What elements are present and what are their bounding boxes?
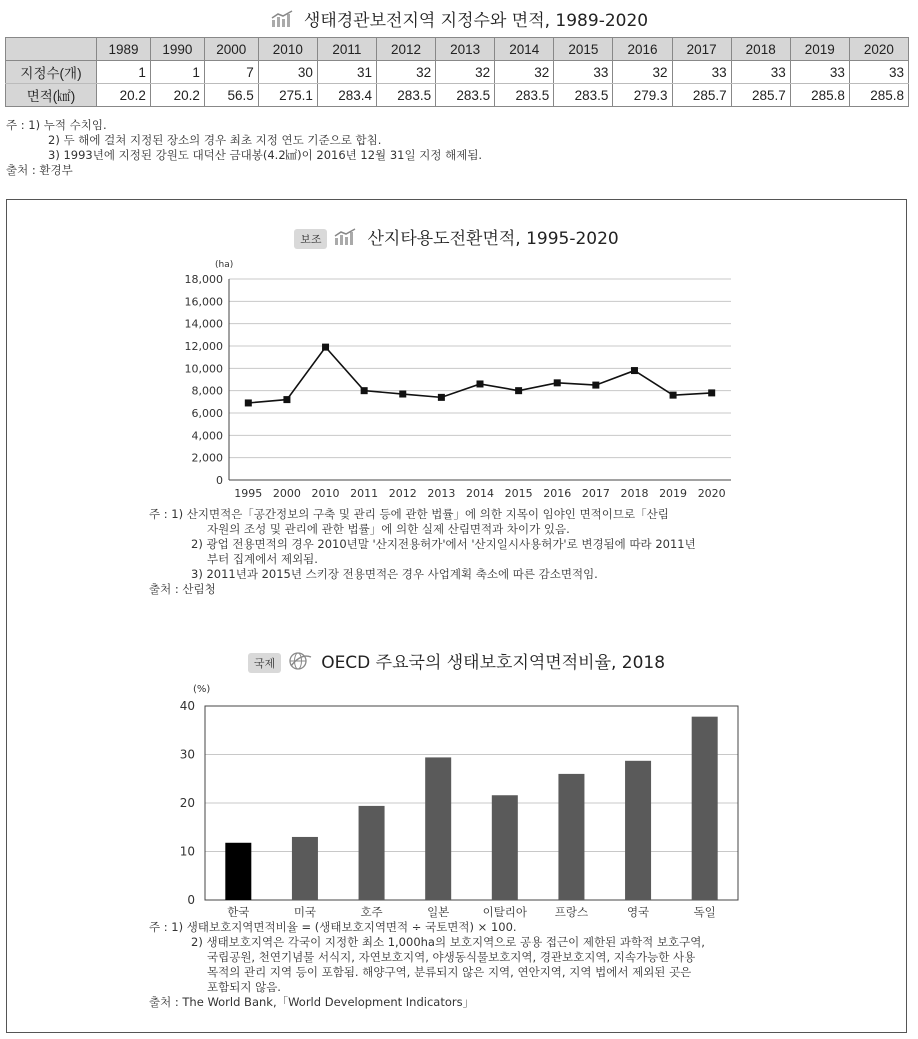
y-tick-label: 30 <box>179 747 195 762</box>
line-chart-title <box>7 224 906 251</box>
data-point <box>322 344 329 351</box>
note-line: 2) 광업 전용면적의 경우 2010년말 '산지전용허가'에서 '산지일시사용허가'로 변경됨에 따라 2011년 <box>191 537 696 551</box>
x-tick-label: 2000 <box>272 487 301 500</box>
source-line: 출처 : 환경부 <box>6 163 73 177</box>
year-header: 2012 <box>376 38 435 61</box>
y-tick-label: 16,000 <box>184 295 223 309</box>
table-cell: 7 <box>204 61 258 84</box>
year-header: 1990 <box>150 38 204 61</box>
table-cell: 1 <box>97 61 151 84</box>
note-line: 국립공원, 천연기념물 서식지, 자연보호지역, 야생동식물보호지역, 경관보호지역, 지속가능한 사용 <box>207 950 696 964</box>
table-header-row <box>6 38 909 61</box>
table-cell: 20.2 <box>97 84 151 107</box>
source-line: 출처 : The World Bank,「World Development Indicators」 <box>149 995 475 1009</box>
table-cell: 285.7 <box>731 84 790 107</box>
table-cell: 33 <box>554 61 613 84</box>
year-header: 2011 <box>317 38 376 61</box>
x-tick-label: 2014 <box>466 487 494 500</box>
data-point <box>670 392 677 399</box>
y-tick-label: 40 <box>179 699 195 713</box>
x-tick-label: 1995 <box>234 487 263 500</box>
table-title <box>0 6 918 33</box>
data-point <box>477 380 484 387</box>
bar-chart <box>7 678 906 918</box>
data-point <box>592 382 599 389</box>
table-cell: 283.5 <box>436 84 495 107</box>
y-tick-label: 4,000 <box>191 429 223 443</box>
data-point <box>438 394 445 401</box>
globe-icon <box>287 651 313 676</box>
table-cell: 1 <box>150 61 204 84</box>
note-line: 포함되지 않음. <box>207 980 281 994</box>
bar <box>292 837 318 900</box>
table-cell: 283.4 <box>317 84 376 107</box>
year-header: 2000 <box>204 38 258 61</box>
table-cell: 32 <box>613 61 672 84</box>
x-tick-label: 프랑스 <box>554 905 589 918</box>
bar <box>692 717 718 900</box>
note-line: 2) 두 해에 걸쳐 지정된 장소의 경우 최초 지정 연도 기준으로 합침. <box>48 133 382 147</box>
table-corner-cell <box>6 38 97 61</box>
data-point <box>631 367 638 374</box>
series-line <box>248 347 711 403</box>
tag-badge: 보조 <box>294 229 327 249</box>
x-tick-label: 호주 <box>360 905 383 918</box>
bar-chart-title-text: OECD 주요국의 생태보호지역면적비율, 2018 <box>321 653 666 673</box>
table-row <box>6 84 909 107</box>
bar-chart-icon <box>270 10 296 33</box>
y-tick-label: 20 <box>179 796 195 810</box>
table-cell: 30 <box>258 61 317 84</box>
data-point <box>515 387 522 394</box>
y-tick-label: 10,000 <box>184 362 223 376</box>
y-tick-label: 14,000 <box>184 317 223 331</box>
bar-chart-icon <box>333 228 359 251</box>
year-header: 2010 <box>258 38 317 61</box>
bar <box>558 774 584 900</box>
year-header: 2016 <box>613 38 672 61</box>
table-title-text: 생태경관보전지역 지정수와 면적, 1989-2020 <box>303 11 649 31</box>
note-line: 3) 1993년에 지정된 강원도 대덕산 금대봉(4.2㎢)이 2016년 12월 31일 지정 해제됨. <box>48 148 483 162</box>
table-cell: 32 <box>436 61 495 84</box>
y-unit-label: (%) <box>193 684 211 695</box>
line-chart <box>7 255 906 505</box>
x-tick-label: 2018 <box>620 487 649 500</box>
year-header: 1989 <box>97 38 151 61</box>
table-cell: 20.2 <box>150 84 204 107</box>
note-line: 2) 생태보호지역은 각국이 지정한 최소 1,000ha의 보호지역으로 공용 접근이 제한된 과학적 보호구역, <box>191 935 705 949</box>
x-tick-label: 독일 <box>693 905 716 918</box>
figure-box <box>6 199 907 1033</box>
year-header: 2014 <box>495 38 554 61</box>
x-tick-label: 2016 <box>543 487 572 500</box>
table-cell: 285.7 <box>672 84 731 107</box>
year-header: 2013 <box>436 38 495 61</box>
note-line: 주 : 1) 산지면적은「공간정보의 구축 및 관리 등에 관한 법률」에 의한 지목이 임야인 면적이므로「산림 <box>149 507 669 521</box>
x-tick-label: 2011 <box>350 487 379 500</box>
table-cell: 31 <box>317 61 376 84</box>
table-cell: 33 <box>731 61 790 84</box>
table-cell: 283.5 <box>376 84 435 107</box>
table-cell: 32 <box>495 61 554 84</box>
x-tick-label: 미국 <box>293 905 317 918</box>
data-point <box>554 379 561 386</box>
y-tick-label: 10 <box>179 844 195 859</box>
table-cell: 33 <box>672 61 731 84</box>
table-cell: 33 <box>790 61 849 84</box>
note-line: 부터 집계에서 제외됨. <box>207 552 318 566</box>
table-cell: 32 <box>376 61 435 84</box>
source-line: 출처 : 산림청 <box>149 582 216 596</box>
x-tick-label: 2012 <box>388 487 417 500</box>
table-row <box>6 61 909 84</box>
year-header: 2019 <box>790 38 849 61</box>
x-tick-label: 영국 <box>626 905 650 918</box>
data-point <box>399 391 406 398</box>
bar <box>359 806 385 900</box>
x-tick-label: 2017 <box>581 487 610 500</box>
y-tick-label: 8,000 <box>191 384 223 398</box>
note-line: 자원의 조성 및 관리에 관한 법률」에 의한 실제 산림면적과 차이가 있음. <box>207 522 570 536</box>
table-cell: 33 <box>849 61 908 84</box>
data-point <box>283 396 290 403</box>
note-line: 주 : 1) 누적 수치임. <box>6 118 107 132</box>
row-label: 면적(㎢) <box>6 84 97 107</box>
x-tick-label: 한국 <box>227 905 250 918</box>
bar <box>625 761 651 900</box>
x-tick-label: 일본 <box>427 905 450 918</box>
x-tick-label: 2020 <box>697 487 726 500</box>
table-notes <box>6 118 482 178</box>
data-point <box>245 399 252 406</box>
x-tick-label: 2010 <box>311 487 340 500</box>
year-header: 2020 <box>849 38 908 61</box>
x-tick-label: 이탈리아 <box>482 905 528 918</box>
y-unit-label: (ha) <box>215 260 234 270</box>
year-header: 2018 <box>731 38 790 61</box>
bar-chart-notes <box>149 920 705 1010</box>
table-cell: 279.3 <box>613 84 672 107</box>
bar-chart-title <box>7 648 906 676</box>
table-cell: 56.5 <box>204 84 258 107</box>
bar <box>425 757 451 900</box>
data-point <box>708 389 715 396</box>
bar <box>225 843 251 900</box>
table-cell: 275.1 <box>258 84 317 107</box>
x-tick-label: 2019 <box>659 487 688 500</box>
table-cell: 285.8 <box>849 84 908 107</box>
row-label: 지정수(개) <box>6 61 97 84</box>
year-header: 2017 <box>672 38 731 61</box>
table-cell: 283.5 <box>554 84 613 107</box>
table-cell: 283.5 <box>495 84 554 107</box>
tag-badge: 국제 <box>248 653 281 673</box>
year-header: 2015 <box>554 38 613 61</box>
table-cell: 285.8 <box>790 84 849 107</box>
line-chart-notes <box>149 507 696 597</box>
line-chart-title-text: 산지타용도전환면적, 1995-2020 <box>367 229 619 249</box>
data-point <box>361 387 368 394</box>
note-line: 목적의 관리 지역 등이 포함됨. 해양구역, 분류되지 않은 지역, 연안지역, 지역 법에서 제외된 곳은 <box>207 965 692 979</box>
x-tick-label: 2013 <box>427 487 456 500</box>
bar <box>492 795 518 900</box>
y-tick-label: 0 <box>187 893 195 907</box>
y-tick-label: 6,000 <box>191 407 223 420</box>
y-tick-label: 2,000 <box>191 451 223 465</box>
note-line: 3) 2011년과 2015년 스키장 전용면적은 경우 사업계획 축소에 따른 감소면적임. <box>191 567 598 581</box>
y-tick-label: 12,000 <box>184 340 223 353</box>
designation-table <box>5 37 909 107</box>
y-tick-label: 0 <box>216 474 223 487</box>
y-tick-label: 18,000 <box>184 273 223 286</box>
note-line: 주 : 1) 생태보호지역면적비율 = (생태보호지역면적 ÷ 국토면적) × 100. <box>149 920 517 934</box>
x-tick-label: 2015 <box>504 487 533 500</box>
